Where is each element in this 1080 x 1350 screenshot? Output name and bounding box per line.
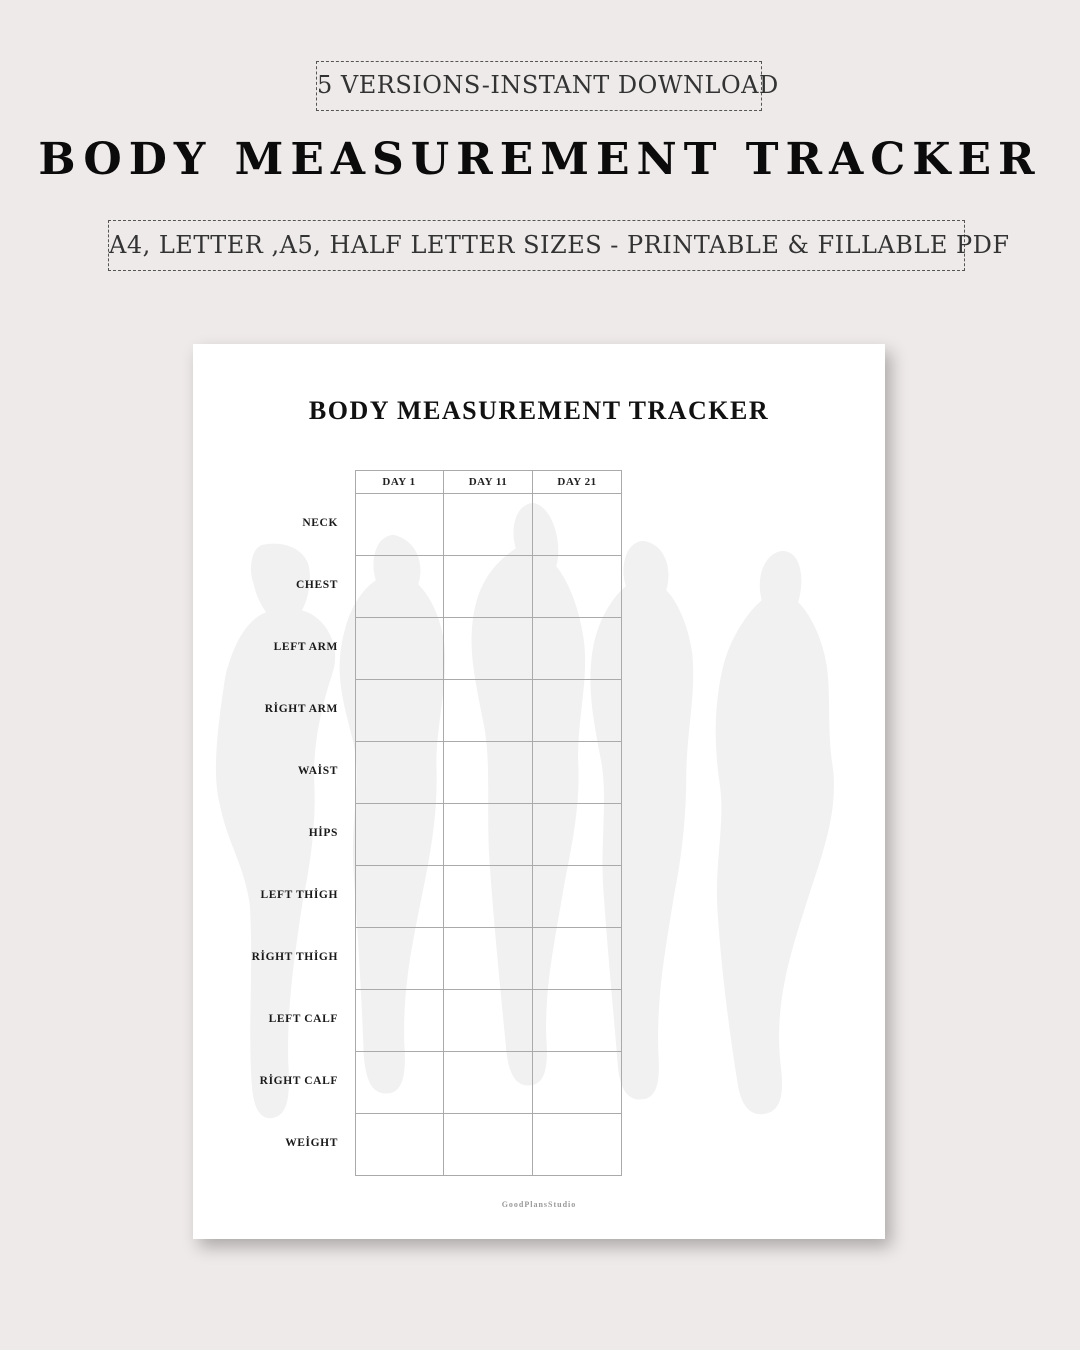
measurement-cell[interactable] <box>444 866 533 928</box>
measurement-cell[interactable] <box>355 556 444 618</box>
row-label: NECK <box>302 517 338 529</box>
measurement-cell[interactable] <box>355 494 444 556</box>
measurement-grid <box>355 470 623 1170</box>
measurement-cell[interactable] <box>444 1114 533 1176</box>
footer-brand: GoodPlansStudio <box>501 1200 577 1209</box>
measurement-cell[interactable] <box>533 618 622 680</box>
row-label: RİGHT THİGH <box>251 951 338 963</box>
measurement-cell[interactable] <box>533 1114 622 1176</box>
row-label: CHEST <box>296 579 338 591</box>
row-label: RİGHT CALF <box>259 1075 338 1087</box>
measurement-cell[interactable] <box>444 742 533 804</box>
measurement-cell[interactable] <box>444 1052 533 1114</box>
measurement-cell[interactable] <box>355 866 444 928</box>
measurement-cell[interactable] <box>355 618 444 680</box>
column-header: DAY 1 <box>355 470 444 494</box>
sizes-badge: A4, LETTER ,A5, HALF LETTER SIZES - PRINTABLE & FILLABLE PDF <box>108 220 965 271</box>
measurement-cell[interactable] <box>533 494 622 556</box>
measurement-cell[interactable] <box>533 990 622 1052</box>
measurement-cell[interactable] <box>533 742 622 804</box>
versions-badge: 5 VERSIONS-INSTANT DOWNLOAD <box>316 61 762 111</box>
measurement-cell[interactable] <box>355 680 444 742</box>
measurement-cell[interactable] <box>355 928 444 990</box>
hero-title: BODY MEASUREMENT TRACKER <box>38 134 1042 185</box>
measurement-cell[interactable] <box>444 804 533 866</box>
measurement-cell[interactable] <box>444 680 533 742</box>
measurement-cell[interactable] <box>444 618 533 680</box>
measurement-cell[interactable] <box>533 928 622 990</box>
measurement-cell[interactable] <box>444 494 533 556</box>
measurement-cell[interactable] <box>355 804 444 866</box>
measurement-cell[interactable] <box>533 804 622 866</box>
row-label: LEFT ARM <box>273 641 338 653</box>
measurement-cell[interactable] <box>444 990 533 1052</box>
row-label: HİPS <box>308 827 338 839</box>
measurement-cell[interactable] <box>444 928 533 990</box>
measurement-cell[interactable] <box>533 680 622 742</box>
column-header: DAY 21 <box>533 470 622 494</box>
row-label: WEİGHT <box>285 1137 338 1149</box>
measurement-cell[interactable] <box>355 1052 444 1114</box>
measurement-cell[interactable] <box>533 866 622 928</box>
measurement-cell[interactable] <box>533 1052 622 1114</box>
column-header: DAY 11 <box>444 470 533 494</box>
measurement-cell[interactable] <box>355 742 444 804</box>
row-label: LEFT THİGH <box>260 889 338 901</box>
tracker-sheet <box>193 344 885 1239</box>
row-label: WAİST <box>297 765 338 777</box>
sheet-title: BODY MEASUREMENT TRACKER <box>308 396 770 425</box>
row-label: RİGHT ARM <box>264 703 338 715</box>
row-label: LEFT CALF <box>268 1013 338 1025</box>
measurement-cell[interactable] <box>355 990 444 1052</box>
measurement-cell[interactable] <box>444 556 533 618</box>
measurement-cell[interactable] <box>533 556 622 618</box>
measurement-cell[interactable] <box>355 1114 444 1176</box>
